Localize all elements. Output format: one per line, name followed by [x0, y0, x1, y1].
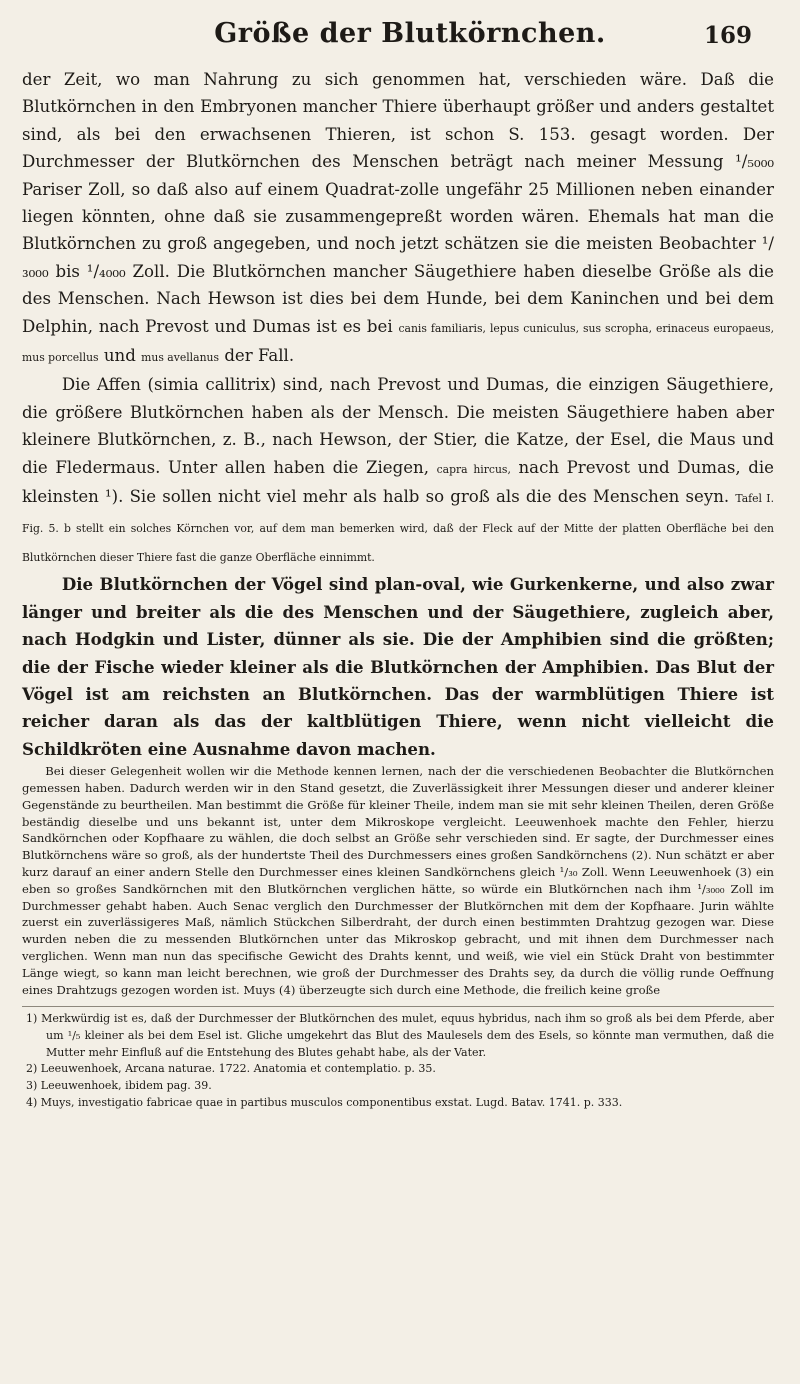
latin-capra: capra hircus,: [436, 462, 511, 476]
page-content: [22, 66, 774, 1112]
paragraph-2: [22, 371, 774, 571]
figure-reference-note: Tafel I. Fig. 5. b stellt ein solches Körnchen vor, auf dem man bemerken wird, daß der Fleck auf der Mitte der platten Oberfläche bei den Blutkörnchen dieser Thiere fast die ganze Oberfläche einnimmt.: [22, 492, 775, 564]
latin-species-last: mus avellanus: [141, 351, 220, 365]
paragraph-3: [22, 571, 774, 763]
footnote-4: 4) Muys, investigatio fabricae quae in partibus musculos componentibus exstat. Lugd. Batav. 1741. p. 333.: [26, 1095, 623, 1109]
footnote-1: 1) Merkwürdig ist es, daß der Durchmesser der Blutkörnchen des mulet, equus hybridus, nach ihm so groß als bei dem Pferde, aber um ¹/₅ kleiner als bei dem Esel ist. Gliche umgekehrt das Blut des Maulesels dem des Esels, so könnte man vermuthen, daß die Mutter mehr Einfluß auf die Entstehung des Blutes gehabt habe, als der Vater.: [26, 1012, 774, 1059]
footnotes: [22, 1006, 774, 1111]
small-print-paragraph: Bei dieser Gelegenheit wollen wir die Methode kennen lernen, nach der die verschiedenen Beobachter die Blutkörnchen gemessen haben. Dadurch werden wir in den Stand gesetzt, die Zuverlässigkeit ihrer Messungen dieser und anderer kleiner Gegenstände zu beurtheilen. Man bestimmt die Größe für kleiner Theile, indem man sie mit sehr kleinen Theilen, deren Größe beständig dieselbe und uns bekannt ist, unter dem Mikroskope vergleicht. Leeuwenhoek machte den Fehler, hierzu Sandkörnchen oder Kopfhaare zu wählen, die doch selbst an Größe sehr verschieden sind. Er sagte, der Durchmesser eines Blutkörnchens wäre so groß, als der hundertste Theil des Durchmessers eines großen Sandkörnchens (2). Nun schätzt er aber kurz darauf an einer andern Stelle den Durchmesser eines kleinen Sandkörnchens gleich ¹/₃₀ Zoll. Wenn Leeuwenhoek (3) ein eben so großes Sandkörnchen mit den Blutkörnchen verglichen hätte, so würde ein Blutkörnchen nach ihm ¹/₃₀₀₀ Zoll im Durchmesser gehabt haben. Auch Senac verglich den Durchmesser der Blutkörnchen mit dem der Kopfhaare. Jurin wählte zuerst ein zuverlässigeres Maß, nämlich Stückchen Silberdraht, der durch einen bestimmten Drahtzug gezogen war. Diese wurden neben die zu messenden Blutkörnchen unter das Mikroskop gebracht, und mit ihnen dem Durchmesser nach verglichen. Wenn man nun das specifische Gewicht des Drahts kennt, und weiß, wie viel ein Stück Draht von bestimmter Länge wiegt, so kann man leicht berechnen, wie groß der Durchmesser des Drahts sey, da durch die völlig runde Oeffnung eines Drahtzugs gezogen worden ist. Muys (4) überzeugte sich durch eine Methode, die freilich keine große: [22, 764, 774, 997]
paragraph-1-tail: der Fall.: [224, 346, 295, 366]
conjunction: und: [103, 346, 136, 366]
paragraph-2-text-a: Die Affen (simia callitrix) sind, nach Prevost und Dumas, die einzigen Säugethiere, die größere Blutkörnchen haben als der Mensch. Die meisten Säugethiere haben aber kleinere Blutkörnchen, z. B., nach Hewson, der Stier, die Katze, der Esel, die Maus und die Fledermaus. Unter allen haben die Ziegen,: [22, 375, 774, 477]
paragraph-3-text: Die Blutkörnchen der Vögel sind plan-oval, wie Gurkenkerne, und also zwar länger und breiter als die des Menschen und der Säugethiere, zugleich aber, nach Hodgkin und Lister, dünner als sie. Die der Amphibien sind die größten; die der Fische wieder kleiner als die Blutkörnchen der Amphibien. Das Blut der Vögel ist am reichsten an Blutkörnchen. Das der warmblütigen Thiere ist reicher daran als das der kaltblütigen Thiere, wenn nicht vielleicht die Schildkröten eine Ausnahme davon machen.: [22, 574, 774, 759]
page-header: [60, 14, 760, 54]
paragraph-1-text: der Zeit, wo man Nahrung zu sich genommen hat, verschieden wäre. Daß die Blutkörnchen in den Embryonen mancher Thiere überhaupt größer und anders gestaltet sind, als bei den erwachsenen Thieren, ist schon S. 153. gesagt worden. Der Durchmesser der Blutkörnchen des Menschen beträgt nach meiner Messung ¹/₅₀₀₀ Pariser Zoll, so daß also auf einem Quadrat-zolle ungefähr 25 Millionen neben einander liegen könnten, ohne daß sie zusammengepreßt worden wären. Ehemals hat man die Blutkörnchen zu groß angegeben, und noch jetzt schätzen sie die meisten Beobachter ¹/₃₀₀₀ bis ¹/₄₀₀₀ Zoll. Die Blutkörnchen mancher Säugethiere haben dieselbe Größe als die des Menschen. Nach Hewson ist dies bei dem Hunde, bei dem Kaninchen und bei dem Delphin, nach Prevost und Dumas ist es bei: [22, 70, 774, 336]
paragraph-2-text-b: nach Prevost und Dumas, die kleinsten ¹). Sie sollen nicht viel mehr als halb so groß als die des Menschen seyn.: [22, 457, 775, 507]
paragraph-1: [22, 66, 774, 371]
footnote-2: 2) Leeuwenhoek, Arcana naturae. 1722. Anatomia et contemplatio. p. 35.: [26, 1062, 436, 1076]
page-number: 169: [703, 22, 752, 49]
footnote-3: 3) Leeuwenhoek, ibidem pag. 39.: [26, 1079, 212, 1093]
main-text: [22, 66, 774, 763]
latin-species-list: canis familiaris, lepus cuniculus, sus scropha, erinaceus europaeus, mus porcellus: [22, 321, 775, 365]
running-head: Größe der Blutkörnchen.: [214, 18, 606, 49]
